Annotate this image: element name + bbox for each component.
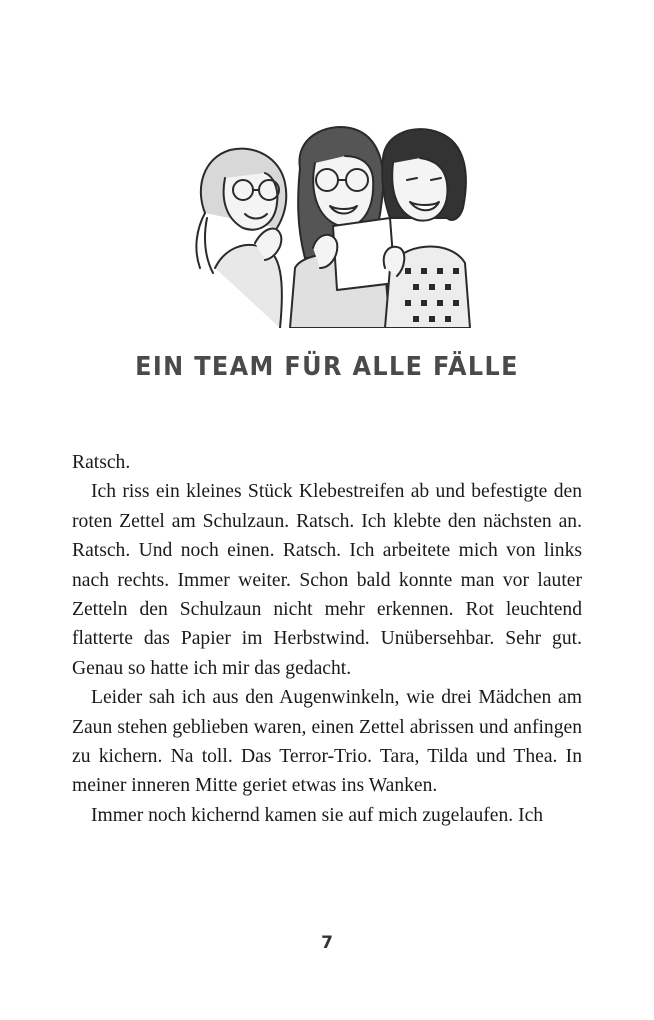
paragraph: Leider sah ich aus den Augenwinkeln, wie drei Mädchen am Zaun stehen geblieben waren, einen Zettel abrissen und anfingen zu kichern. Na toll. Das Terror-Trio. Tara, Tilda und Thea. In meiner inneren Mitte geriet etwas ins Wanken. <box>72 687 582 797</box>
chapter-title: EIN TEAM FÜR ALLE FÄLLE <box>135 352 519 382</box>
page-number: 7 <box>321 933 333 953</box>
three-girls-illustration <box>185 118 475 328</box>
paragraph: Ich riss ein kleines Stück Klebestreifen ab und befestigte den roten Zettel am Schulzaun. Ratsch. Ich klebte den nächsten an. Ratsch. Und noch einen. Ratsch. Ich arbeitete mich von links nach rechts. Immer weiter. Schon bald konnte man vor lauter Zetteln den Schulzaun nicht mehr erkennen. Rot leuchtend flatterte das Papier im Herbstwind. Unübersehbar. Sehr gut. Genau so hatte ich mir das gedacht. <box>72 481 582 679</box>
chapter-body <box>72 448 582 830</box>
paragraph: Ratsch. <box>72 452 131 473</box>
paragraph: Immer noch kichernd kamen sie auf mich zugelaufen. Ich <box>91 804 544 826</box>
